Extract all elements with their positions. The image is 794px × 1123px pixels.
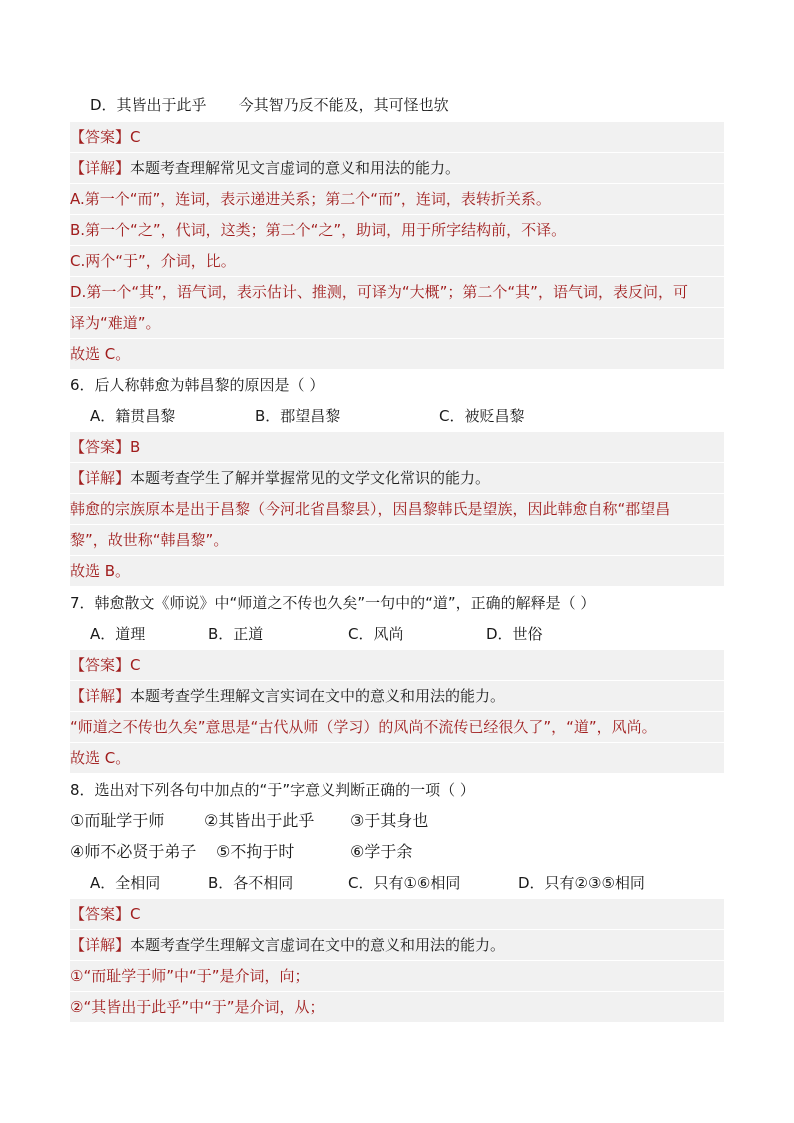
q8-stem: 8．选出对下列各句中加点的“于”字意义判断正确的一项（ ）: [70, 781, 475, 799]
q8-option-d: D．只有②③⑤相同: [518, 874, 645, 892]
q7-option-c: C．风尚: [348, 625, 404, 643]
answer-tag: 【答案】: [70, 438, 131, 456]
q6-option-c: C．被贬昌黎: [439, 407, 525, 425]
q6-detail-line: 韩愈的宗族原本是出于昌黎（今河北省昌黎县），因昌黎韩氏是望族，因此韩愈自称“郡望昌: [70, 494, 724, 524]
q5-detail-intro: [70, 153, 724, 183]
q8-sentence-2: ②其皆出于此乎: [204, 811, 315, 830]
q8-sentence-1: ①而耻学于师: [70, 811, 165, 830]
detail-intro-text: 本题考查学生了解并掌握常见的文学文化常识的能力。: [130, 469, 491, 487]
answer-tag: 【答案】: [70, 656, 131, 674]
q5-detail-line: C.两个“于”，介词，比。: [70, 246, 724, 276]
q6-option-a: A．籍贯昌黎: [90, 407, 176, 425]
q8-detail-line: ②“其皆出于此乎”中“于”是介词，从；: [70, 992, 724, 1022]
detail-intro-text: 本题考查学生理解文言虚词在文中的意义和用法的能力。: [130, 936, 506, 954]
q5-detail-line: D.第一个“其”，语气词，表示估计、推测，可译为“大概”；第二个“其”，语气词，表反问，可: [70, 277, 724, 307]
answer-value: B: [130, 438, 141, 456]
detail-intro-text: 本题考查学生理解文言实词在文中的意义和用法的能力。: [130, 687, 506, 705]
detail-intro-text: 本题考查理解常见文言虚词的意义和用法的能力。: [130, 159, 461, 177]
detail-tag: 【详解】: [70, 687, 131, 705]
q8-answer: [70, 899, 724, 929]
q5-option-d-label: D．其皆出于此乎: [90, 96, 207, 114]
q6-options: [70, 401, 724, 431]
q6-detail-line: 黎”，故世称“韩昌黎”。: [70, 525, 724, 555]
detail-tag: 【详解】: [70, 469, 131, 487]
q7-detail-intro: [70, 681, 724, 711]
q7-conclusion: 故选 C。: [70, 743, 724, 773]
q7-option-d: D．世俗: [486, 625, 543, 643]
q5-detail-line: 译为“难道”。: [70, 308, 724, 338]
q5-option-d-text: 今其智乃反不能及，其可怪也欤: [238, 96, 449, 114]
q6-conclusion: 故选 B。: [70, 556, 724, 586]
q8-option-a: A．全相同: [90, 874, 161, 892]
q7-stem: 7．韩愈散文《师说》中“师道之不传也久矣”一句中的“道”，正确的解释是（ ）: [70, 594, 596, 612]
q6-stem: 6．后人称韩愈为韩昌黎的原因是（ ）: [70, 376, 325, 394]
detail-tag: 【详解】: [70, 159, 131, 177]
q8-detail-line: ①“而耻学于师”中“于”是介词，向；: [70, 961, 724, 991]
q8-sentence-4: ④师不必贤于弟子: [70, 842, 197, 861]
q8-detail-intro: [70, 930, 724, 960]
q7-detail-line: “师道之不传也久矣”意思是“古代从师（学习）的风尚不流传已经很久了”，“道”，风尚。: [70, 712, 724, 742]
q5-answer: [70, 122, 724, 152]
q8-sentences-row-2: [70, 837, 724, 867]
q5-detail-line: B.第一个“之”，代词，这类；第二个“之”，助词，用于所字结构前，不译。: [70, 215, 724, 245]
q5-detail-line: A.第一个“而”，连词，表示递进关系；第二个“而”，连词，表转折关系。: [70, 184, 724, 214]
detail-tag: 【详解】: [70, 936, 131, 954]
answer-value: C: [130, 128, 141, 146]
q8-option-b: B．各不相同: [208, 874, 294, 892]
q7-option-b: B．正道: [208, 625, 264, 643]
q7-option-a: A．道理: [90, 625, 146, 643]
answer-tag: 【答案】: [70, 905, 131, 923]
q5-option-d: [70, 90, 724, 120]
answer-tag: 【答案】: [70, 128, 131, 146]
q8-sentences-row-1: [70, 806, 724, 836]
q7-options: [70, 619, 724, 649]
answer-value: C: [130, 905, 141, 923]
q6-detail-intro: [70, 463, 724, 493]
q8-sentence-6: ⑥学于余: [350, 842, 413, 861]
q8-options: [70, 868, 724, 898]
q5-conclusion: 故选 C。: [70, 339, 724, 369]
q6-answer: [70, 432, 724, 462]
answer-value: C: [130, 656, 141, 674]
q8-sentence-3: ③于其身也: [350, 811, 429, 830]
q7-answer: [70, 650, 724, 680]
q6-option-b: B．郡望昌黎: [255, 407, 341, 425]
q8-option-c: C．只有①⑥相同: [348, 874, 461, 892]
q8-sentence-5: ⑤不拘于时: [216, 842, 295, 861]
